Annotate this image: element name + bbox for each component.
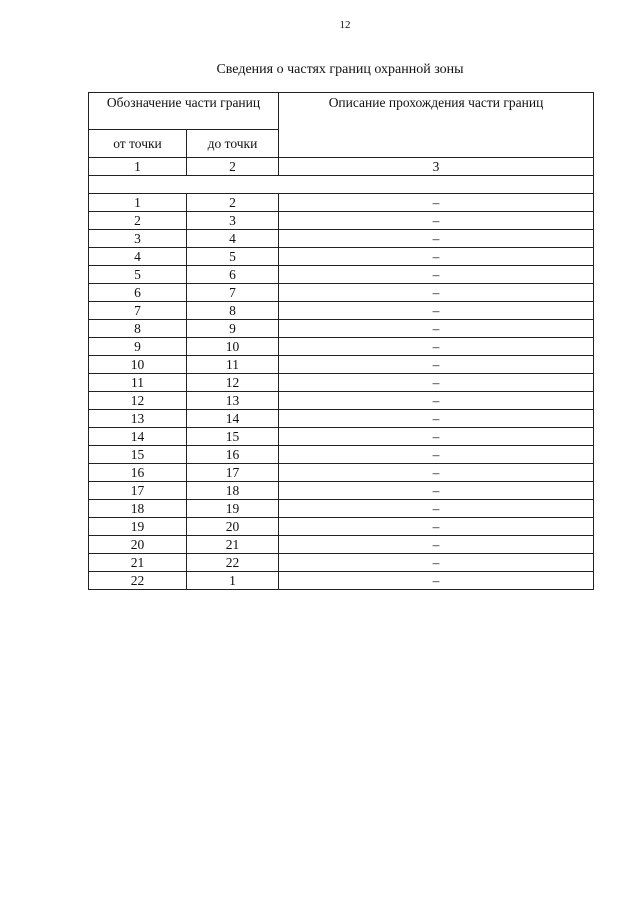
to-point-cell: 2 <box>187 194 279 212</box>
description-cell: – <box>279 572 594 590</box>
table-row <box>89 392 594 410</box>
description-cell: – <box>279 338 594 356</box>
to-point-cell: 15 <box>187 428 279 446</box>
table-row <box>89 482 594 500</box>
from-point-cell: 11 <box>89 374 187 392</box>
table-row <box>89 320 594 338</box>
table-row <box>89 518 594 536</box>
from-point-cell: 20 <box>89 536 187 554</box>
table-row <box>89 536 594 554</box>
description-cell: – <box>279 248 594 266</box>
from-point-cell: 22 <box>89 572 187 590</box>
description-cell: – <box>279 500 594 518</box>
from-point-cell: 6 <box>89 284 187 302</box>
table-row <box>89 572 594 590</box>
description-cell: – <box>279 320 594 338</box>
from-point-cell: 3 <box>89 230 187 248</box>
from-point-cell: 5 <box>89 266 187 284</box>
table-row <box>89 374 594 392</box>
column-number-row <box>89 158 594 176</box>
column-number: 3 <box>279 158 594 176</box>
to-point-cell: 21 <box>187 536 279 554</box>
header-part-designation: Обозначение части границ <box>89 93 279 130</box>
header-from-point: от точки <box>89 130 187 158</box>
blank-row <box>89 176 594 194</box>
table-row <box>89 500 594 518</box>
from-point-cell: 14 <box>89 428 187 446</box>
table-row <box>89 230 594 248</box>
from-point-cell: 21 <box>89 554 187 572</box>
table-row <box>89 554 594 572</box>
boundary-parts-table <box>88 92 594 590</box>
table-row <box>89 266 594 284</box>
description-cell: – <box>279 230 594 248</box>
to-point-cell: 10 <box>187 338 279 356</box>
to-point-cell: 4 <box>187 230 279 248</box>
to-point-cell: 20 <box>187 518 279 536</box>
description-cell: – <box>279 446 594 464</box>
header-description: Описание прохождения части границ <box>279 93 594 158</box>
from-point-cell: 7 <box>89 302 187 320</box>
to-point-cell: 14 <box>187 410 279 428</box>
table-row <box>89 248 594 266</box>
to-point-cell: 13 <box>187 392 279 410</box>
description-cell: – <box>279 302 594 320</box>
from-point-cell: 8 <box>89 320 187 338</box>
table-header-row <box>89 93 594 130</box>
to-point-cell: 12 <box>187 374 279 392</box>
blank-cell <box>89 176 594 194</box>
description-cell: – <box>279 518 594 536</box>
to-point-cell: 22 <box>187 554 279 572</box>
description-cell: – <box>279 428 594 446</box>
description-cell: – <box>279 392 594 410</box>
table-row <box>89 284 594 302</box>
description-cell: – <box>279 356 594 374</box>
from-point-cell: 9 <box>89 338 187 356</box>
from-point-cell: 1 <box>89 194 187 212</box>
description-cell: – <box>279 410 594 428</box>
description-cell: – <box>279 194 594 212</box>
page-number: 12 <box>339 19 351 31</box>
to-point-cell: 18 <box>187 482 279 500</box>
table-row <box>89 338 594 356</box>
description-cell: – <box>279 212 594 230</box>
description-cell: – <box>279 482 594 500</box>
to-point-cell: 11 <box>187 356 279 374</box>
to-point-cell: 17 <box>187 464 279 482</box>
to-point-cell: 7 <box>187 284 279 302</box>
from-point-cell: 10 <box>89 356 187 374</box>
table-row <box>89 356 594 374</box>
table-row <box>89 212 594 230</box>
from-point-cell: 2 <box>89 212 187 230</box>
from-point-cell: 18 <box>89 500 187 518</box>
column-number: 2 <box>187 158 279 176</box>
table-row <box>89 302 594 320</box>
from-point-cell: 16 <box>89 464 187 482</box>
from-point-cell: 4 <box>89 248 187 266</box>
to-point-cell: 19 <box>187 500 279 518</box>
to-point-cell: 9 <box>187 320 279 338</box>
table-row <box>89 446 594 464</box>
from-point-cell: 12 <box>89 392 187 410</box>
to-point-cell: 6 <box>187 266 279 284</box>
table-body <box>89 93 594 590</box>
description-cell: – <box>279 374 594 392</box>
page-title: Сведения о частях границ охранной зоны <box>216 62 464 77</box>
from-point-cell: 13 <box>89 410 187 428</box>
description-cell: – <box>279 536 594 554</box>
table-row <box>89 428 594 446</box>
table-row <box>89 464 594 482</box>
from-point-cell: 17 <box>89 482 187 500</box>
column-number: 1 <box>89 158 187 176</box>
to-point-cell: 1 <box>187 572 279 590</box>
to-point-cell: 8 <box>187 302 279 320</box>
table-row <box>89 194 594 212</box>
to-point-cell: 5 <box>187 248 279 266</box>
description-cell: – <box>279 266 594 284</box>
description-cell: – <box>279 464 594 482</box>
table-row <box>89 410 594 428</box>
from-point-cell: 15 <box>89 446 187 464</box>
to-point-cell: 16 <box>187 446 279 464</box>
to-point-cell: 3 <box>187 212 279 230</box>
description-cell: – <box>279 554 594 572</box>
header-to-point: до точки <box>187 130 279 158</box>
description-cell: – <box>279 284 594 302</box>
from-point-cell: 19 <box>89 518 187 536</box>
